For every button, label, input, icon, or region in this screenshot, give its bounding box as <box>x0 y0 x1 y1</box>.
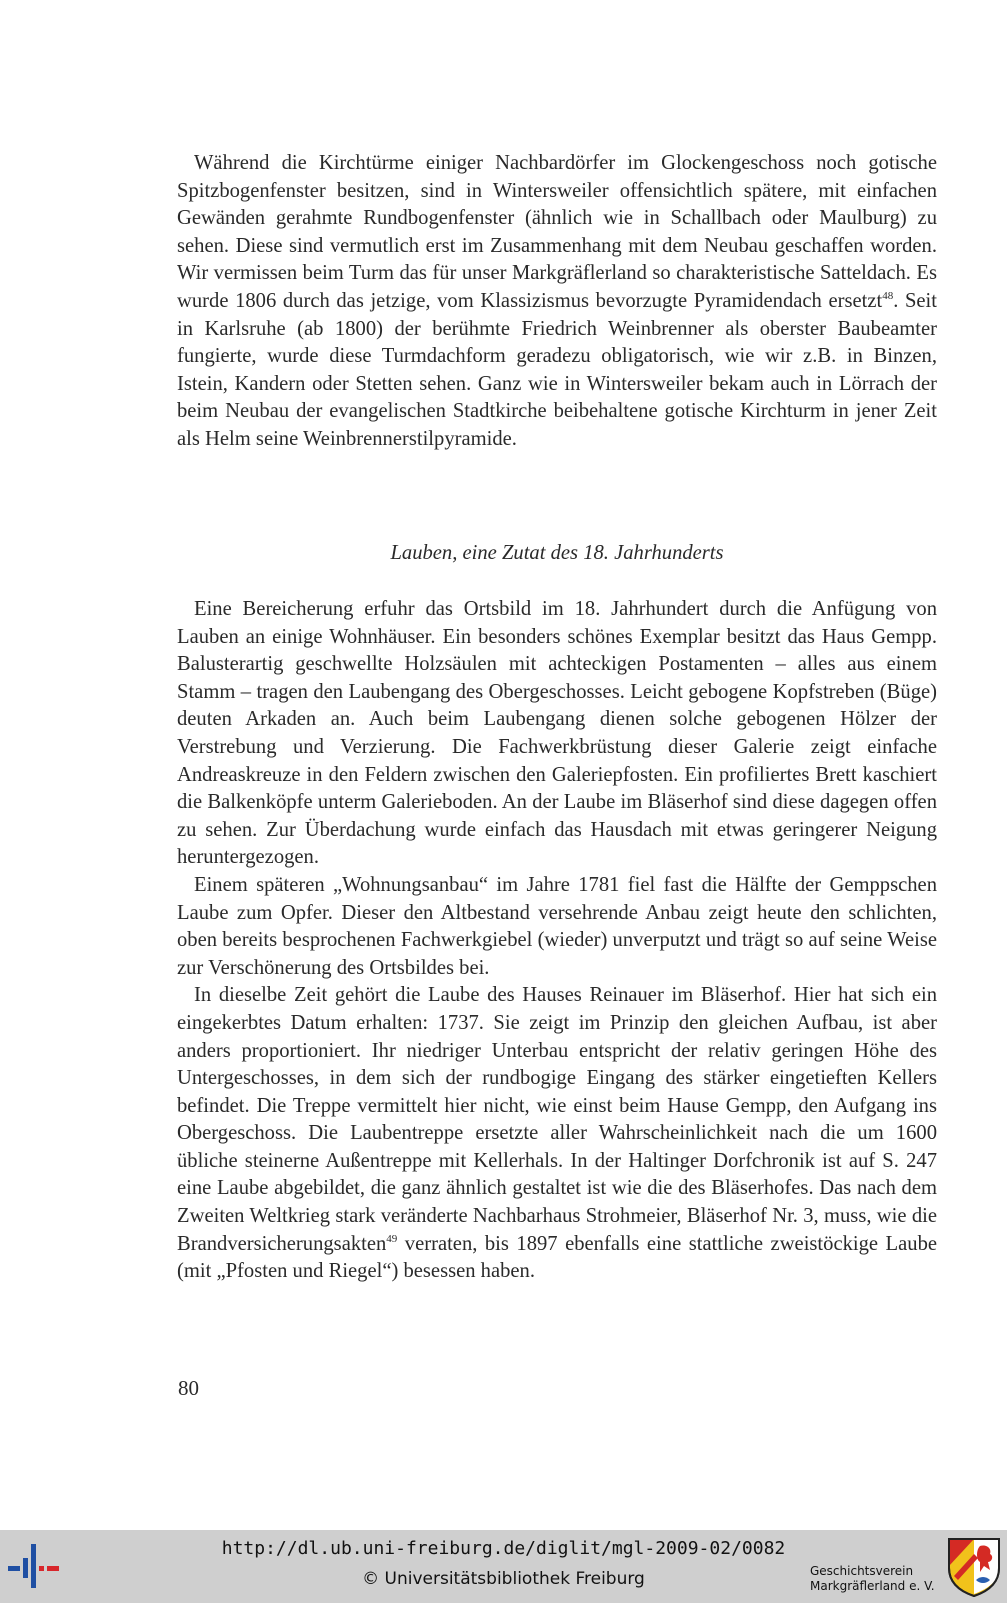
text-run: verraten, bis 1897 ebenfalls eine stattliche zweistöckige Laube (mit „Pfosten und Riegel“) besessen haben. <box>177 1232 937 1283</box>
text-run: . Seit in Karlsruhe (ab 1800) der berühmte Friedrich Weinbrenner als oberster Baubeamter fungierte, wurde diese Turmdachform geradezu obligatorisch, wie wir z.B. in Binzen, Istein, Kandern oder Stetten sehen. Ganz wie in Wintersweiler bekam auch in Lörrach der beim Neubau der evangelischen Stadtkirche beibehaltene gotische Kirchturm in jener Zeit als Helm seine Weinbrennerstilpyramide. <box>177 289 937 450</box>
footer-bar <box>0 1530 1007 1603</box>
society-name <box>810 1564 940 1594</box>
society-name-line: Markgräflerland e. V. <box>810 1579 935 1593</box>
copyright-notice: © Universitätsbibliothek Freiburg <box>362 1569 645 1589</box>
paragraph: Einem späteren „Wohnungsanbau“ im Jahre 1781 fiel fast die Hälfte der Gemppschen Laube zum Opfer. Dieser den Altbestand versehrende Anbau zeigt heute den schlichten, oben bereits besprochenen Fachwerkgiebel (wieder) unverputzt und trägt so auf seine Weise zur Verschönerung des Ortsbildes bei. <box>177 873 937 979</box>
footnote-ref: 48 <box>882 290 894 303</box>
footnote-ref: 49 <box>386 1232 398 1245</box>
paragraph <box>177 150 937 454</box>
society-name-line: Geschichtsverein <box>810 1564 914 1578</box>
document-url[interactable]: http://dl.ub.uni-freiburg.de/diglit/mgl-2009-02/0082 <box>221 1538 786 1559</box>
section-heading: Lauben, eine Zutat des 18. Jahrhunderts <box>390 542 724 564</box>
page-number: 80 <box>178 1376 199 1400</box>
paragraph <box>177 982 937 1286</box>
body-text-section-1 <box>177 150 937 454</box>
body-text-section-2 <box>177 596 937 1286</box>
text-run: Während die Kirchtürme einiger Nachbardörfer im Glockengeschoss noch gotische Spitzbogenfenster besitzen, sind in Wintersweiler offensichtlich spätere, mit einfachen Gewänden gerahmte Rundbogenfenster (ähnlich wie in Schallbach oder Maulburg) zu sehen. Diese sind vermutlich erst im Zusammenhang mit dem Neubau geschaffen worden. Wir vermissen beim Turm das für unser Markgräflerland so charakteristische Satteldach. Es wurde 1806 durch das jetzige, vom Klassizismus bevorzugte Pyramidendach ersetzt <box>177 152 937 312</box>
coat-of-arms-icon <box>946 1536 1002 1598</box>
text-run: In dieselbe Zeit gehört die Laube des Hauses Reinauer im Bläserhof. Hier hat sich ein eingekerbtes Datum erhalten: 1737. Sie zeigt im Prinzip den gleichen Aufbau, ist aber anders proportioniert. Ihr niedriger Unterbau entspricht der relativ geringen Höhe des Untergeschosses, in dem sich der rundbogige Eingang des stärker eingetieften Kellers befindet. Die Treppe vermittelt hier nicht, wie einst beim Hause Gempp, den Aufgang ins Obergeschoss. Die Laubentreppe ersetzte aller Wahrscheinlichkeit nach die um 1600 übliche steinerne Außentreppe mit Kellerhals. In der Haltinger Dorfchronik ist auf S. 247 eine Laube abgebildet, die ganz ähnlich gestaltet ist wie die des Bläserhofes. Das nach dem Zweiten Weltkrieg stark veränderte Nachbarhaus Strohmeier, Bläserhof Nr. 3, muss, wie die Brandversicherungsakten <box>177 984 937 1255</box>
paragraph: Eine Bereicherung erfuhr das Ortsbild im 18. Jahrhundert durch die Anfügung von Lauben an einige Wohnhäuser. Ein besonders schönes Exemplar besitzt das Haus Gempp. Balusterartig geschwellte Holzsäulen mit achteckigen Postamenten – alles aus einem Stamm – tragen den Laubengang des Obergeschosses. Leicht gebogene Kopfstreben (Büge) deuten Arkaden an. Auch beim Laubengang dienen solche gebogenen Hölzer der Verstrebung und Verzierung. Die Fachwerkbrüstung dieser Galerie zeigt einfache Andreaskreuze in den Feldern zwischen den Galeriepfosten. Ein profiliertes Brett kaschiert die Balkenköpfe unterm Galerieboden. An der Laube im Bläserhof sind diese dagegen offen zu sehen. Zur Überdachung wurde einfach das Hausdach mit etwas geringerer Neigung heruntergezogen. <box>177 598 937 869</box>
